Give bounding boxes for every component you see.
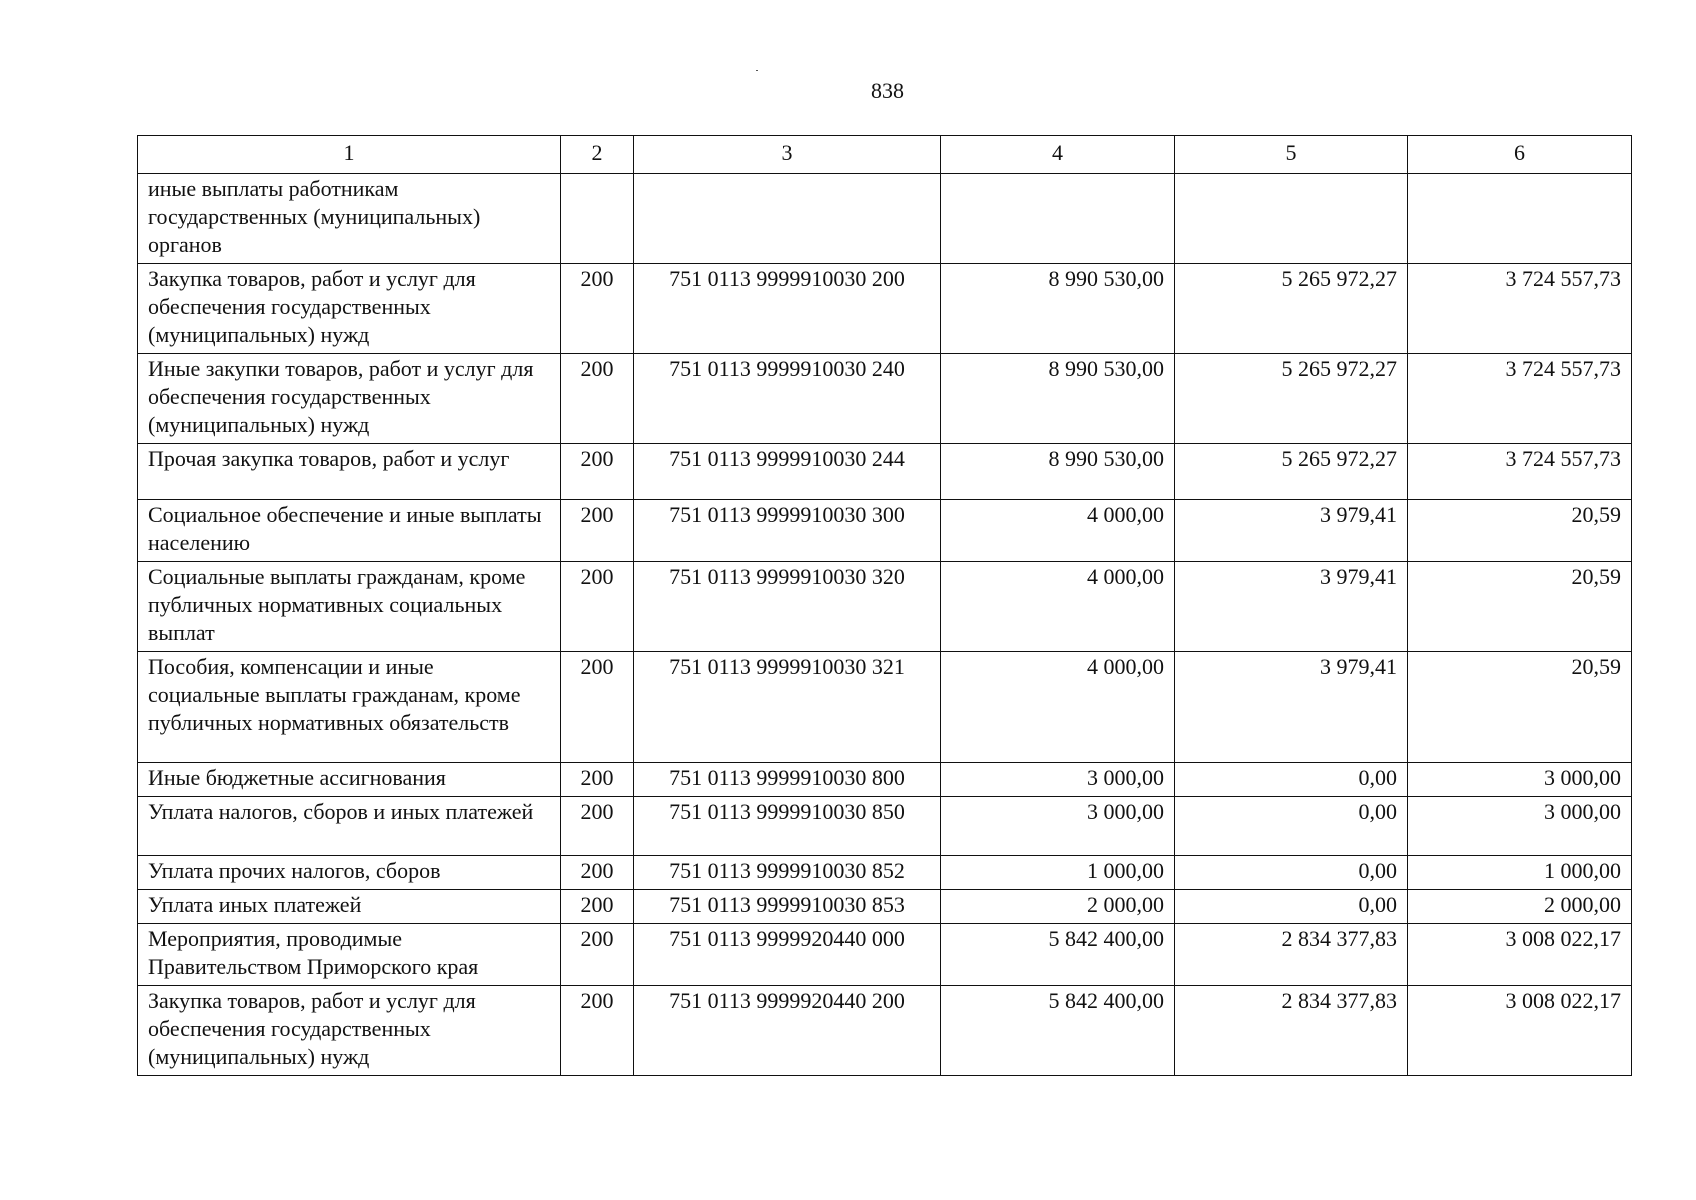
cell-classification-code: 751 0113 9999910030 853	[634, 890, 941, 924]
header-col-2: 2	[561, 136, 634, 174]
cell-approved-amount	[941, 174, 1175, 264]
cell-name: Мероприятия, проводимые Правительством Приморского края	[138, 924, 561, 986]
table-row	[138, 500, 1632, 562]
cell-approved-amount: 5 842 400,00	[941, 986, 1175, 1076]
cell-executed-amount: 3 979,41	[1175, 500, 1408, 562]
cell-approved-amount: 8 990 530,00	[941, 354, 1175, 444]
cell-name: Иные закупки товаров, работ и услуг для обеспечения государственных (муниципальных) нужд	[138, 354, 561, 444]
cell-name: Социальное обеспечение и иные выплаты населению	[138, 500, 561, 562]
cell-unexecuted-amount: 3 000,00	[1408, 763, 1632, 797]
cell-approved-amount: 5 842 400,00	[941, 924, 1175, 986]
cell-classification-code: 751 0113 9999910030 321	[634, 652, 941, 763]
cell-line-code: 200	[561, 924, 634, 986]
cell-name: Прочая закупка товаров, работ и услуг	[138, 444, 561, 500]
table-row	[138, 562, 1632, 652]
cell-approved-amount: 3 000,00	[941, 763, 1175, 797]
table-row	[138, 264, 1632, 354]
table-body	[138, 174, 1632, 1076]
table-header	[138, 136, 1632, 174]
cell-line-code: 200	[561, 500, 634, 562]
cell-classification-code: 751 0113 9999910030 244	[634, 444, 941, 500]
header-col-6: 6	[1408, 136, 1632, 174]
table-row	[138, 444, 1632, 500]
cell-line-code: 200	[561, 444, 634, 500]
cell-executed-amount: 0,00	[1175, 763, 1408, 797]
cell-executed-amount: 5 265 972,27	[1175, 444, 1408, 500]
table-row	[138, 986, 1632, 1076]
cell-executed-amount: 3 979,41	[1175, 652, 1408, 763]
cell-classification-code: 751 0113 9999910030 852	[634, 856, 941, 890]
budget-execution-table	[137, 135, 1632, 1076]
table-row	[138, 354, 1632, 444]
table-row	[138, 763, 1632, 797]
cell-unexecuted-amount: 3 724 557,73	[1408, 264, 1632, 354]
table-row	[138, 797, 1632, 856]
cell-line-code: 200	[561, 856, 634, 890]
cell-classification-code: 751 0113 9999910030 850	[634, 797, 941, 856]
cell-approved-amount: 4 000,00	[941, 500, 1175, 562]
header-col-3: 3	[634, 136, 941, 174]
cell-executed-amount: 5 265 972,27	[1175, 354, 1408, 444]
cell-classification-code: 751 0113 9999910030 200	[634, 264, 941, 354]
cell-unexecuted-amount	[1408, 174, 1632, 264]
cell-approved-amount: 8 990 530,00	[941, 444, 1175, 500]
cell-approved-amount: 1 000,00	[941, 856, 1175, 890]
cell-unexecuted-amount: 3 724 557,73	[1408, 444, 1632, 500]
cell-line-code: 200	[561, 354, 634, 444]
table-row	[138, 856, 1632, 890]
cell-executed-amount: 3 979,41	[1175, 562, 1408, 652]
cell-approved-amount: 4 000,00	[941, 562, 1175, 652]
cell-name: иные выплаты работникам государственных (муниципальных) органов	[138, 174, 561, 264]
cell-executed-amount: 0,00	[1175, 797, 1408, 856]
cell-unexecuted-amount: 3 000,00	[1408, 797, 1632, 856]
page-number: 838	[871, 78, 904, 103]
cell-executed-amount	[1175, 174, 1408, 264]
cell-classification-code	[634, 174, 941, 264]
cell-approved-amount: 3 000,00	[941, 797, 1175, 856]
cell-name: Закупка товаров, работ и услуг для обеспечения государственных (муниципальных) нужд	[138, 986, 561, 1076]
table-row	[138, 924, 1632, 986]
cell-name: Иные бюджетные ассигнования	[138, 763, 561, 797]
cell-name: Уплата прочих налогов, сборов	[138, 856, 561, 890]
cell-executed-amount: 0,00	[1175, 856, 1408, 890]
header-col-5: 5	[1175, 136, 1408, 174]
cell-name: Пособия, компенсации и иные социальные выплаты гражданам, кроме публичных нормативных обязательств	[138, 652, 561, 763]
cell-classification-code: 751 0113 9999920440 200	[634, 986, 941, 1076]
cell-executed-amount: 2 834 377,83	[1175, 924, 1408, 986]
cell-classification-code: 751 0113 9999920440 000	[634, 924, 941, 986]
cell-line-code: 200	[561, 797, 634, 856]
cell-classification-code: 751 0113 9999910030 300	[634, 500, 941, 562]
scan-speck	[756, 70, 758, 71]
cell-classification-code: 751 0113 9999910030 240	[634, 354, 941, 444]
cell-executed-amount: 2 834 377,83	[1175, 986, 1408, 1076]
cell-unexecuted-amount: 3 008 022,17	[1408, 924, 1632, 986]
cell-approved-amount: 4 000,00	[941, 652, 1175, 763]
cell-line-code	[561, 174, 634, 264]
cell-name: Социальные выплаты гражданам, кроме публичных нормативных социальных выплат	[138, 562, 561, 652]
table-row	[138, 174, 1632, 264]
cell-classification-code: 751 0113 9999910030 800	[634, 763, 941, 797]
cell-unexecuted-amount: 20,59	[1408, 562, 1632, 652]
cell-name: Закупка товаров, работ и услуг для обеспечения государственных (муниципальных) нужд	[138, 264, 561, 354]
cell-unexecuted-amount: 20,59	[1408, 500, 1632, 562]
cell-line-code: 200	[561, 652, 634, 763]
cell-unexecuted-amount: 3 008 022,17	[1408, 986, 1632, 1076]
header-col-1: 1	[138, 136, 561, 174]
cell-classification-code: 751 0113 9999910030 320	[634, 562, 941, 652]
cell-line-code: 200	[561, 264, 634, 354]
cell-line-code: 200	[561, 890, 634, 924]
cell-executed-amount: 0,00	[1175, 890, 1408, 924]
cell-name: Уплата налогов, сборов и иных платежей	[138, 797, 561, 856]
table-row	[138, 890, 1632, 924]
cell-unexecuted-amount: 1 000,00	[1408, 856, 1632, 890]
cell-name: Уплата иных платежей	[138, 890, 561, 924]
cell-executed-amount: 5 265 972,27	[1175, 264, 1408, 354]
header-col-4: 4	[941, 136, 1175, 174]
cell-unexecuted-amount: 2 000,00	[1408, 890, 1632, 924]
table-row	[138, 652, 1632, 763]
cell-unexecuted-amount: 20,59	[1408, 652, 1632, 763]
cell-unexecuted-amount: 3 724 557,73	[1408, 354, 1632, 444]
cell-line-code: 200	[561, 763, 634, 797]
cell-line-code: 200	[561, 562, 634, 652]
cell-approved-amount: 2 000,00	[941, 890, 1175, 924]
cell-line-code: 200	[561, 986, 634, 1076]
header-row	[138, 136, 1632, 174]
cell-approved-amount: 8 990 530,00	[941, 264, 1175, 354]
